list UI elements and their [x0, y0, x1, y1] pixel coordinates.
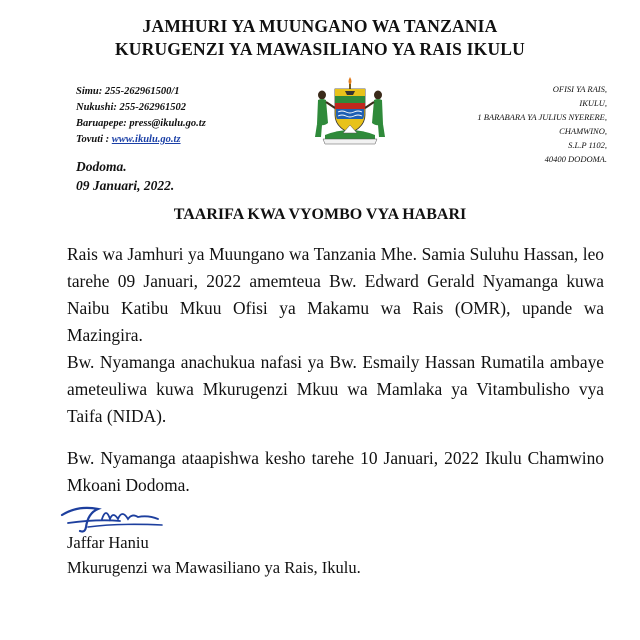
header-country: JAMHURI YA MUUNGANO WA TANZANIA — [142, 16, 498, 36]
address-line-4: CHAMWINO, — [559, 126, 607, 136]
contact-block-right — [477, 82, 607, 166]
header-office: KURUGENZI YA MAWASILIANO YA RAIS IKULU — [114, 39, 526, 59]
place-date-block — [76, 157, 174, 195]
email-line: Baruapepe: press@ikulu.go.tz — [76, 118, 206, 129]
coat-of-arms-icon — [309, 75, 391, 145]
address-line-2: IKULU, — [579, 98, 607, 108]
phone-line: Simu: 255-262961500/1 — [76, 86, 180, 97]
fax-line: Nukushi: 255-262961502 — [76, 102, 186, 113]
website-label: Tovuti : — [76, 134, 112, 145]
signer-block — [67, 530, 361, 580]
signer-role: Mkurugenzi wa Mawasiliano ya Rais, Ikulu. — [67, 558, 361, 577]
place: Dodoma. — [76, 159, 127, 174]
address-line-1: OFISI YA RAIS, — [552, 84, 607, 94]
website-line — [76, 132, 206, 148]
date: 09 Januari, 2022. — [76, 178, 175, 193]
contact-block-left — [76, 84, 206, 148]
paragraph-replacement: Bw. Nyamanga anachukua nafasi ya Bw. Esmaily Hassan Rumatila ambaye ameteuliwa kuwa Mkurugenzi Mkuu wa Mamlaka ya Vitambulisho vya Taifa (NIDA). — [67, 352, 604, 426]
address-line-6: 40400 DODOMA. — [544, 154, 607, 164]
paragraph-appointment: Rais wa Jamhuri ya Muungano wa Tanzania Mhe. Samia Suluhu Hassan, leo tarehe 09 Januari, 2022 amemteua Bw. Edward Gerald Nyamanga kuwa Naibu Katibu Mkuu Ofisi ya Makamu wa Rais (OMR), upande wa Mazingira. — [67, 244, 604, 345]
website-link[interactable]: www.ikulu.go.tz — [111, 134, 181, 145]
document-title: TAARIFA KWA VYOMBO VYA HABARI — [173, 206, 467, 223]
address-line-3: 1 BARABARA YA JULIUS NYERERE, — [477, 112, 607, 122]
signer-name: Jaffar Haniu — [67, 533, 149, 552]
paragraph-swearing-in: Bw. Nyamanga ataapishwa kesho tarehe 10 Januari, 2022 Ikulu Chamwino Mkoani Dodoma. — [67, 448, 604, 495]
address-line-5: S.L.P 1102, — [568, 140, 607, 150]
